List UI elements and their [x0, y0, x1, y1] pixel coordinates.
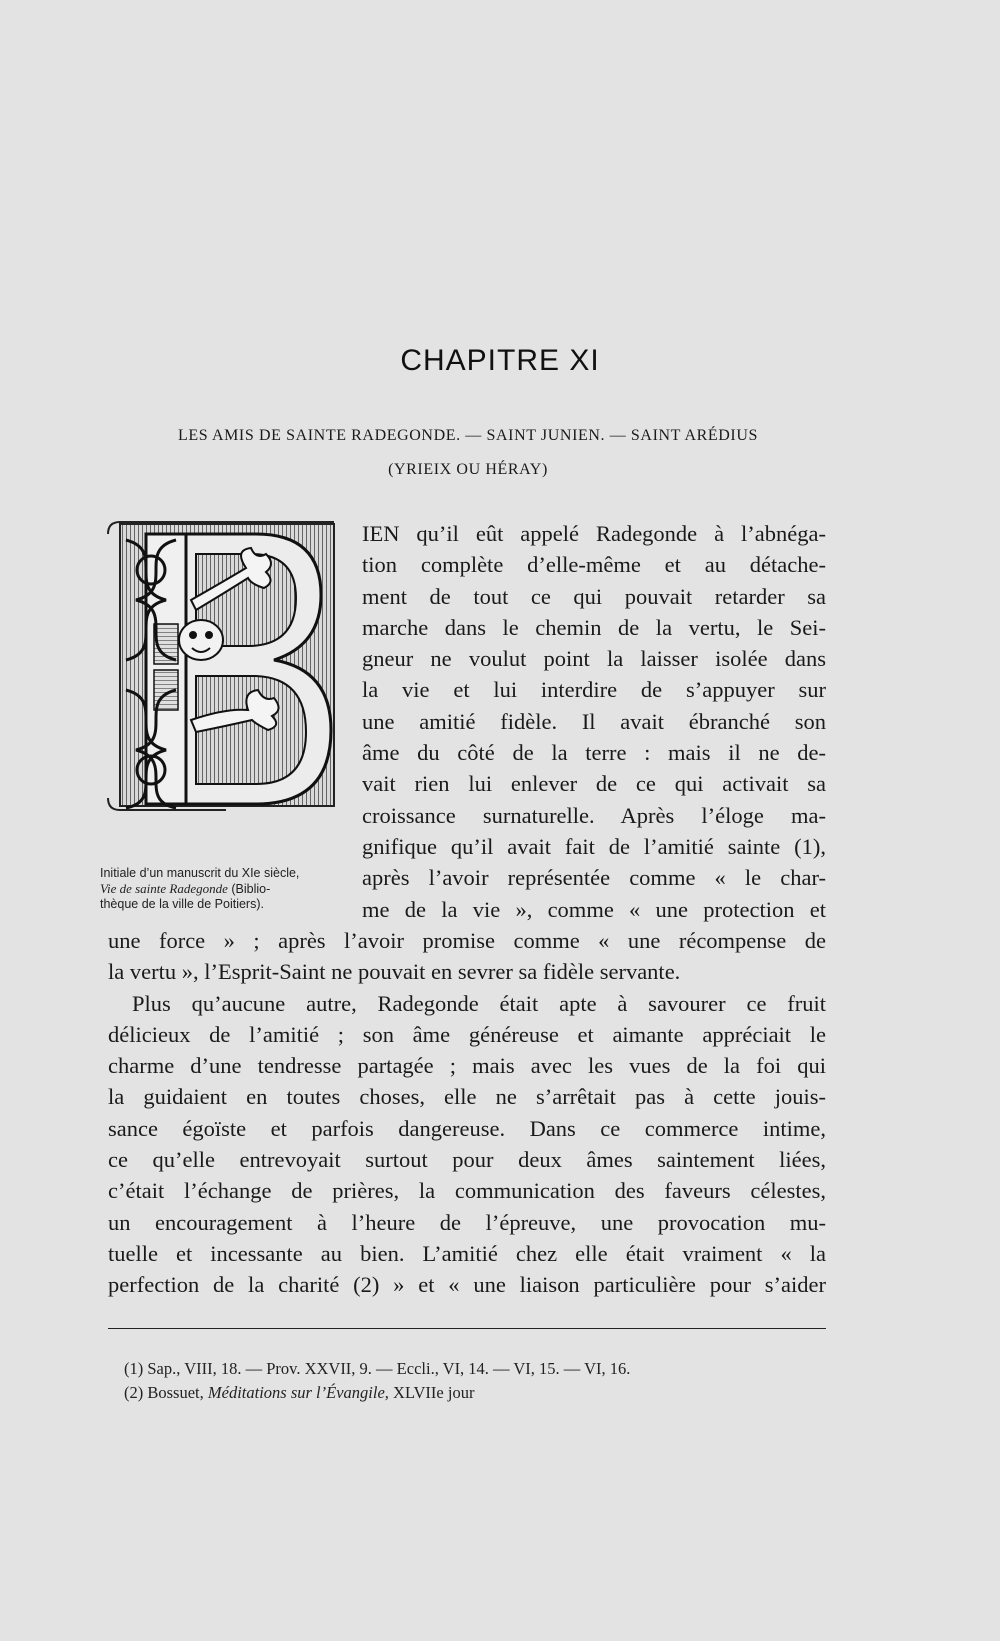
caption-title: Vie de sainte Radegonde — [100, 881, 228, 896]
body-line: la vertu », l’Esprit-Saint ne pouvait en sevrer sa fidèle servante. — [108, 959, 681, 985]
body-line: délicieux de l’amitié ; son âme généreuse et aimante appréciait le — [108, 1021, 826, 1047]
body-line: charme d’une tendresse partagée ; mais avec les vues de la foi qui — [108, 1053, 826, 1079]
body-line: gneur ne voulut point la laisser isolée dans — [362, 646, 826, 672]
footnote-1: (1) Sap., VIII, 18. — Prov. XXVII, 9. — Eccli., VI, 14. — VI, 15. — VI, 16. — [124, 1359, 631, 1378]
footnote-2-title: Méditations sur l’Évangile, — [207, 1383, 389, 1402]
body-line: ce qu’elle entrevoyait surtout pour deux âmes saintement liées, — [108, 1147, 826, 1173]
body-line: après l’avoir représentée comme « le char- — [362, 865, 826, 891]
footnote-divider — [108, 1328, 826, 1329]
body-line: la guidaient en toutes choses, elle ne s’arrêtait pas à cette jouis- — [108, 1084, 826, 1110]
body-line: vait rien lui enlever de ce qui activait sa — [362, 771, 826, 797]
body-line: IEN qu’il eût appelé Radegonde à l’abnéga- — [362, 521, 826, 546]
body-text-narrow — [362, 518, 826, 925]
body-line: Plus qu’aucune autre, Radegonde était apte à savourer ce fruit — [132, 990, 826, 1016]
initial-caption — [100, 866, 350, 912]
chapter-subtitle — [108, 419, 828, 487]
caption-line-2-rest: (Biblio- — [227, 882, 271, 896]
footnotes — [124, 1357, 824, 1405]
body-line: âme du côté de la terre : mais il ne de- — [362, 740, 826, 766]
body-line: la vie et lui interdire de s’appuyer sur — [362, 677, 826, 703]
body-line: c’était l’échange de prières, la communication des faveurs célestes, — [108, 1178, 826, 1204]
body-line: ment de tout ce qui pouvait retarder sa — [362, 583, 826, 609]
footnote-2 — [124, 1381, 824, 1405]
body-line: une force » ; après l’avoir promise comme « une récompense de — [108, 928, 826, 953]
footnote-2-prefix: (2) Bossuet, — [124, 1383, 208, 1402]
caption-line-2 — [100, 881, 350, 897]
illuminated-initial — [106, 520, 348, 850]
body-line: sance égoïste et parfois dangereuse. Dans ce commerce intime, — [108, 1115, 826, 1141]
subtitle-line-2: (YRIEIX OU HÉRAY) — [388, 461, 548, 478]
body-line: tuelle et incessante au bien. L’amitié chez elle était vraiment « la — [108, 1240, 826, 1266]
body-line: tion complète d’elle-même et au détache- — [362, 552, 826, 578]
footnote-2-suffix: XLVIIe jour — [388, 1383, 475, 1402]
body-line: un encouragement à l’heure de l’épreuve, une provocation mu- — [108, 1209, 826, 1235]
body-line: perfection de la charité (2) » et « une liaison particulière pour s’aider — [108, 1272, 826, 1298]
subtitle-line-1: LES AMIS DE SAINTE RADEGONDE. — SAINT JUNIEN. — SAINT ARÉDIUS — [177, 427, 758, 444]
illuminated-initial-b-icon — [106, 520, 348, 820]
body-line: gnifique qu’il avait fait de l’amitié sainte (1), — [362, 833, 826, 859]
body-line: marche dans le chemin de la vertu, le Sei- — [362, 614, 826, 640]
caption-line-1: Initiale d’un manuscrit du XIe siècle, — [100, 866, 300, 880]
caption-line-3: thèque de la ville de Poitiers). — [100, 897, 264, 911]
chapter-title: CHAPITRE XI — [400, 344, 600, 377]
body-line: croissance surnaturelle. Après l’éloge ma- — [362, 802, 826, 828]
body-line: une amitié fidèle. Il avait ébranché son — [362, 708, 826, 734]
body-text-wide — [108, 925, 826, 1301]
body-line: me de la vie », comme « une protection et — [362, 896, 826, 922]
